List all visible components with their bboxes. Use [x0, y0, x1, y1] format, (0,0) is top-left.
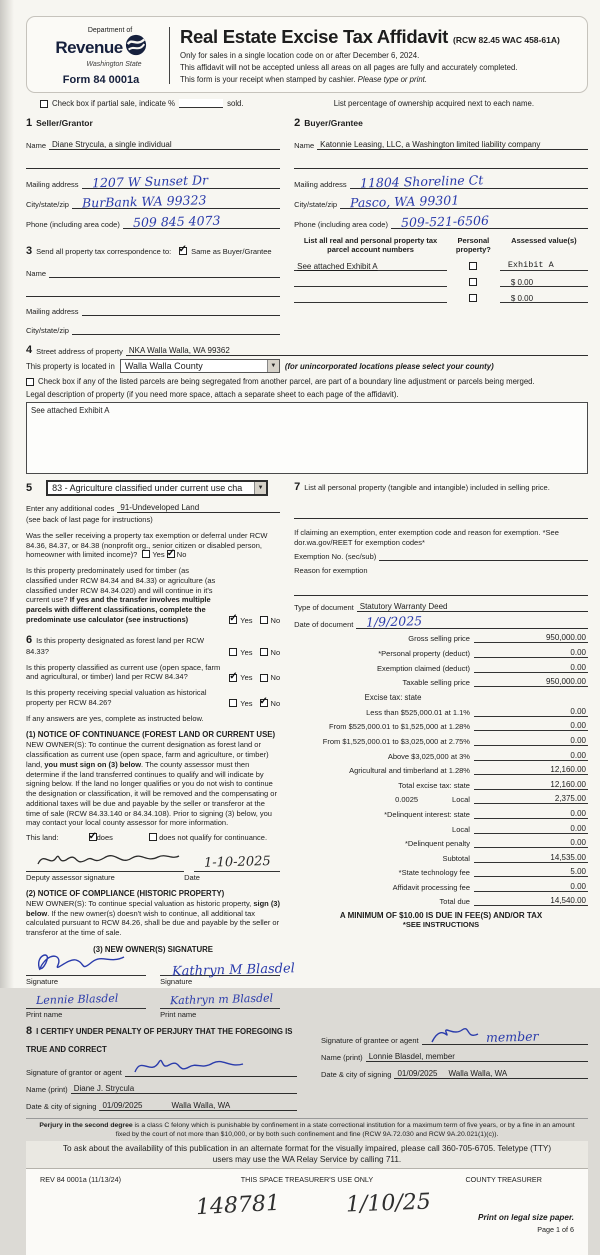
notice1-text: NEW OWNER(S): To continue the current designation as forest land or classification as current use (open space, farm and agriculture, or timber) land, you must sign on (3) below. The county assessor must then determine if the land transferred continues to qualify and will indicate by signing below. If the land no longer qualifies or you do not wish to continue the designation or classification, it will be removed and the compensating or additional taxes will be due and payable by the seller or transferor at the time of sale (RCW 84.33.140 or 84.34.108). Prior to signing (3) below, you may contact your local county assessor for more information. — [26, 740, 277, 828]
alternate-format-note: To ask about the availability of this publication in an alternate format for the visually impaired, please call 360-705-6705. Teletype (TTY) users may use the WA Relay Service by calling 711. — [26, 1141, 588, 1169]
parcel-row-3 — [294, 293, 588, 303]
assessed-value-col-header: Assessed value(s) — [511, 236, 577, 245]
parcel-number-field-1[interactable]: See attached Exhibit A — [294, 261, 447, 271]
land-does-not-checkbox[interactable] — [149, 833, 157, 841]
s6-q2-no-checkbox[interactable] — [260, 674, 268, 682]
exemption-note: If claiming an exemption, enter exemption code and reason for exemption. *See dor.wa.gov/REET for exemption codes* — [294, 528, 559, 548]
tax-label-16: *State technology fee — [398, 868, 470, 878]
section4: 4 Street address of property NKA Walla Walla, WA 99362 This property is located in Walla Walla County ▼ (for unincorporated locations please select your county) Check box if any of the listed parcels are being segregated from another parcel, are part of a boundary line adjustment or parcels being merged. Legal description of property (if you need more space, attach a separate sheet to each page of the affidavit). See attached Exhibit A — [26, 344, 588, 474]
notice3-title: (3) NEW OWNER(S) SIGNATURE — [93, 944, 213, 954]
partial-sale-percent-field[interactable] — [179, 99, 223, 108]
partial-sale-label: Check box if partial sale, indicate % — [52, 99, 176, 108]
tax-value-9: 12,160.00 — [508, 765, 588, 775]
rev-form-number: REV 84 0001a (11/13/24) — [40, 1174, 121, 1184]
form-header — [26, 16, 588, 93]
section7-intro: 7 List all personal property (tangible and intangible) included in selling price. — [294, 481, 550, 493]
tax-label-8: Above $3,025,000 at 3% — [387, 751, 470, 761]
tax-value-15: 14,535.00 — [508, 853, 588, 863]
corr-name-field-2[interactable] — [26, 286, 280, 297]
s6-q1: 6 Is this property designated as forest land per RCW 84.33? — [26, 633, 205, 656]
buyer-mailing-label: Mailing address — [294, 180, 347, 189]
grantor-date-field[interactable]: 01/09/2025 Walla Walla, WA — [99, 1100, 297, 1111]
tax-value-5: 0.00 — [508, 707, 588, 717]
tax-label-15: Subtotal — [442, 853, 470, 863]
dor-logo-block — [41, 25, 161, 86]
tax-value-11: 2,375.00 — [508, 794, 588, 804]
reason-exemption-label: Reason for exemption — [294, 565, 368, 575]
grantor-date-label: Date & city of signing — [26, 1101, 97, 1111]
form-title-rcw: (RCW 82.45 WAC 458-61A) — [453, 35, 560, 45]
deputy-date-label: Date — [184, 872, 200, 882]
personal-property-list-field[interactable] — [294, 508, 588, 519]
street-address-label: Street address of property — [36, 347, 123, 356]
personal-property-col-header: Personal property? — [455, 236, 491, 254]
use-code-dropdown-arrow-icon[interactable]: ▼ — [254, 482, 266, 494]
treasurer-stamp-date: 1/10/25 — [345, 1189, 432, 1218]
section8-header: 8 I CERTIFY UNDER PENALTY OF PERJURY THAT THE FOREGOING IS TRUE AND CORRECT — [26, 1024, 293, 1054]
parcel-number-field-3[interactable] — [294, 293, 447, 303]
s5-q2: Is this property predominately used for timber (as classified under RCW 84.34 and 84.33) or agriculture (as classified under RCW 84.34.020) and will continue in it's current use? If yes and the transfer involves multiple parcels with different classifications, complete the predominate use calculator (see instructions) — [26, 566, 216, 624]
s6-q1-no-checkbox[interactable] — [260, 648, 268, 656]
tax-label-5: Less than $525,000.01 at 1.1% — [366, 707, 470, 717]
form-title: Real Estate Excise Tax Affidavit — [180, 26, 449, 47]
personal-property-checkbox-3[interactable] — [469, 294, 477, 302]
same-as-buyer-label: Same as Buyer/Grantee — [191, 247, 272, 256]
header-note-3: This form is your receipt when stamped by cashier. Please type or print. — [180, 74, 428, 84]
seller-mailing-field[interactable]: 1207 W Sunset Dr — [82, 177, 281, 189]
dept-of-label: Department of — [87, 27, 133, 34]
corr-mailing-field[interactable] — [82, 305, 281, 316]
tax-label-10: Total excise tax: state — [398, 780, 470, 790]
tax-label-14: *Delinquent penalty — [404, 839, 470, 849]
tax-value-3: 950,000.00 — [508, 677, 588, 687]
ownership-note: List percentage of ownership acquired next to each name. — [333, 99, 534, 108]
s6-q3: Is this property receiving special valuation as historical property per RCW 84.26? — [26, 688, 207, 707]
seller-name-field[interactable]: Diane Strycula, a single individual — [49, 139, 280, 150]
seller-phone-field[interactable]: 509 845 4073 — [123, 217, 280, 229]
grantor-name-field[interactable]: Diane J. Strycula — [71, 1083, 297, 1094]
tax-value-1: 0.00 — [508, 648, 588, 658]
new-owner1-print-field[interactable]: Lennie Blasdel — [26, 990, 146, 1009]
personal-property-checkbox-1[interactable] — [469, 262, 477, 270]
assessed-value-field-2[interactable]: $ 0.00 — [500, 277, 588, 287]
notice1-title: (1) NOTICE OF CONTINUANCE (FOREST LAND OR CURRENT USE) — [26, 730, 276, 740]
seller-name-field-2[interactable] — [26, 158, 280, 169]
located-in-label: This property is located in — [26, 361, 115, 371]
owner2-print-label: Print name — [160, 1009, 197, 1019]
parcel-number-field-2[interactable] — [294, 277, 447, 287]
corr-name-label: Name — [26, 269, 47, 278]
new-owner1-signature — [32, 948, 132, 979]
seller-mailing-label: Mailing address — [26, 180, 79, 189]
additional-codes-field[interactable]: 91-Undeveloped Land — [117, 502, 280, 513]
s5-q1-yes-checkbox[interactable] — [142, 550, 150, 558]
s5-q1: Was the seller receiving a property tax exemption or deferral under RCW 84.36, 84.37, or 84.38 (nonprofit org., senior citizen or disabled person, homeowner with limited income)? Yes ✓ No — [26, 531, 280, 560]
parcel-row-2 — [294, 277, 588, 287]
exemption-no-field[interactable] — [379, 550, 588, 561]
tax-label-18: Total due — [439, 897, 470, 907]
tax-label-3: Taxable selling price — [402, 678, 470, 688]
segregated-checkbox[interactable] — [26, 378, 34, 386]
grantee-sig-label: Signature of grantee or agent — [321, 1035, 419, 1045]
s5-q2-no-checkbox[interactable] — [260, 616, 268, 624]
notice2-text: NEW OWNER(S): To continue special valuation as historic property, sign (3) below. If the new owner(s) doesn't wish to continue, all additional tax calculated pursuant to RCW 84.26, shall be due and payable by the seller or transferor at the time of sale. — [26, 898, 280, 938]
header-note-1: Only for sales in a single location code on or after December 6, 2024. — [180, 50, 420, 60]
tax-label-0: Gross selling price — [408, 634, 470, 644]
owner2-signature-label: Signature — [160, 976, 193, 986]
washington-state-label: Washington State — [86, 61, 142, 68]
s5-q1-no-checkbox[interactable] — [167, 550, 175, 558]
revenue-wordmark: Revenue — [55, 37, 123, 57]
segregated-label: Check box if any of the listed parcels are being segregated from another parcel, are part of a boundary line adjustment or parcels being merged. — [38, 377, 535, 386]
partial-sale-checkbox[interactable] — [40, 100, 48, 108]
dor-swirl-icon — [125, 34, 147, 61]
assessed-value-field-1[interactable]: Exhibit A — [500, 260, 588, 271]
new-owner2-print-field[interactable]: Kathryn m Blasdel — [160, 990, 280, 1009]
minimum-due-note: A MINIMUM OF $10.00 IS DUE IN FEE(S) AND/OR TAX — [339, 911, 543, 921]
doc-date-field[interactable]: 1/9/2025 — [356, 617, 588, 629]
tax-value-2: 0.00 — [508, 663, 588, 673]
buyer-phone-field[interactable]: 509-521-6506 — [391, 217, 588, 229]
tax-value-18: 14,540.00 — [508, 896, 588, 906]
seller-phone-label: Phone (including area code) — [26, 220, 120, 229]
back-note: (see back of last page for instructions) — [26, 515, 153, 524]
section1-header: 1 Seller/Grantor — [26, 117, 93, 129]
dropdown-arrow-icon[interactable]: ▼ — [267, 360, 279, 372]
s6-q2-yes-checkbox[interactable] — [229, 674, 237, 682]
s6-q2: Is this property classified as current use (open space, farm and agricultural, or timber) land per RCW 84.34? — [26, 662, 221, 682]
seller-city-field[interactable]: BurBank WA 99323 — [72, 197, 280, 209]
header-divider — [169, 27, 170, 84]
grantee-date-label: Date & city of signing — [321, 1069, 392, 1079]
owner1-print-label: Print name — [26, 1009, 63, 1019]
section3-header: 3 Send all property tax correspondence to: ✓ Same as Buyer/Grantee — [26, 241, 280, 259]
legal-size-note: Print on legal size paper. — [477, 1212, 574, 1222]
doc-type-label: Type of document — [294, 602, 354, 612]
affidavit-page: Department of Revenue Washington State Form 84 0001a Real Estate Excise Tax Affidavit (RCW 82.45 WAC 458-61A) Only for sales in a single location code on or after December 6, 2024. This affidavit will not be accepted unless all areas on all pages are fully and accurately completed. This form is your receipt when stamped by cashier. Please type or print. Check box if partial sale, indicate % sold. List percentage of ownership acquired next to each name. 1 Seller/Grantor Name Diane Strycula, a single individual Mailing address 1207 W Sunset Dr City/state/zip BurBank WA 99323 Phone (including area code) 509 845 4073 3 Send all property tax correspondence to: ✓ Same as Buyer/Grantee Name Mailing address City/state/zip 2 Buyer/Grantee Name Katonnie Leasing, LLC, a Washington limited liability company Mailing address 11804 Shoreline Ct City/state/zip Pasco, WA 99301 Phone (including area code) 509-521-6506 List all real and personal property tax parcel account numbers Personal property? Assessed value(s) See attached Exhibit A Exhibit A $ 0.00 $ 0.00 4 Street address of property NKA Walla Walla, WA 99362 This property is located in Walla Walla County ▼ (for unincorporated locations please select your county) Check box if any of the listed parcels are being segregated from another parcel, are part of a boundary line adjustment or parcels being merged. Legal description of property (if you need more space, attach a separate sheet to each page of the affidavit). See attached Exhibit A 5 83 - Agriculture classified under current use cha ▼ Enter any additional codes 91-Undeveloped Land (see back of last page for instructions) Was the seller receiving a property tax exemption or deferral under RCW 84.36, 84.37, or 84.38 (nonprofit org., senior citizen or disabled person, homeowner with limited income)? Yes ✓ No Is this property predominately used for timber (as classified under RCW 84.34 and 84.33) or agriculture (as classified under RCW 84.34.020) and will continue in it's current use? If yes and the transfer involves multiple parcels with different classifications, complete the predominate use calculator (see instructions) ✓ Yes No 6 Is this property designated as forest land per RCW 84.33? Yes No Is this property classified as current use (open space, farm and agricultural, or timber) land per RCW 84.34? ✓ Yes No Is this property receiving special valuation as historical property per RCW 84.26? Yes ✓ No If any answers are yes, complete as instructed below. (1) NOTICE OF CONTINUANCE (FOREST LAND OR CURRENT USE) NEW OWNER(S): To continue the current designation as forest land or classification as current use (open space, farm and agriculture, or timber) land, you must sign on (3) below. The county assessor must then determine if the land transferred continues to qualify and will indicate by signing below. If the land no longer qualifies or you do not wish to continue the designation or classification, it will be removed and the compensating or additional taxes will be due and payable by the seller or transferor at the time of sale (RCW 84.33.140 or 84.34.108). Prior to signing (3) below, you may contact your local county assessor for more information. This land: ✓ does does not qualify for continuance. 1-10-2025 Deputy assessor signature Date (2) NOTICE OF COMPLIANCE (HISTORIC PROPERTY) NEW OWNER(S): To continue special valuation as historic property, sign (3) below. If the new owner(s) doesn't wish to continue, all additional tax calculated pursuant to RCW 84.26, shall be due and payable by the seller or transferor at the time of sale. (3) NEW OWNER(S) SIGNATURE Signature Lennie Blasdel Print name Kathryn M Blasdel Signature Kathryn m Blasdel Print name 7 List all personal property (tangible and intangible) included in selling price. If claiming an exemption, enter exemption code and reason for exemption. *See dor.wa.gov/REET for exemption codes* Exemption No. (sec/sub) Reason for exemption Type of document Statutory Warranty Deed Date of document 1/9/2025 Gross selling price 950,000.00 *Personal property (deduct) 0.00 Exemption claimed (deduct) 0.00 Taxable selling price 950,000.00 Excise tax: state Less than $525,000.01 at 1.1% 0.00 From $525,000.01 to $1,525,000 at 1.28% 0.00 From $1,525,000.01 to $3,025,000 at 2.75% 0.00 Above $3,025,000 at 3% 0.00 Agricultural and timberland at 1.28% 12,160.00 Total excise tax: state 12,160.00 0.0025 Local 2,375.00 *Delinquent interest: state 0.00 Local 0.00 *Delinquent penalty 0.00 Subtotal 14,535.00 *State technology fee 5.00 Affidavit processing fee 0.00 Total due 14,540.00 A MINIMUM OF $10.00 IS DUE IN FEE(S) AND/OR TAX *SEE INSTRUCTIONS 8 I CERTIFY UNDER PENALTY OF PERJURY THAT THE FOREGOING IS TRUE AND CORRECT Signature of grantor or agent Name (print) Diane J. Strycula Date & city of signing 01/09/2025 Walla Walla, WA Signature of grantee or agent member Name (print) Lonnie Blasdel, member Date & city of signing 01/09/2025 Walla Walla, WA Perjury in the second degree is a class C felony which is punishable by confinement in a state correctional institution for a maximum term of five years, or by a fine in an amount fixed by the court of not more than $10,000, or by both such confinement and fine (RCW 9A.72.030 and RCW 9A.20.021(1)(c)). To ask about the availability of this publication in an alternate format for the visually impaired, please call 360-705-6705. Teletype (TTY) users may use the WA Relay Service by calling 711. REV 84 0001a (11/13/24) THIS SPACE TREASURER'S USE ONLY COUNTY TREASURER 148781 1/10/25 Print on legal size paper. Page 1 of 6 — [0, 0, 600, 988]
tax-value-12: 0.00 — [508, 809, 588, 819]
grantee-name-label: Name (print) — [321, 1052, 363, 1062]
deputy-assessor-signature — [32, 848, 182, 875]
buyer-name-field-2[interactable] — [294, 158, 588, 169]
s6-q3-yes-checkbox[interactable] — [229, 699, 237, 707]
doc-type-field[interactable]: Statutory Warranty Deed — [357, 601, 588, 612]
grantor-signature — [131, 1054, 251, 1080]
land-qualify-row: This land: ✓ does does not qualify for continuance. — [26, 833, 280, 843]
county-treasurer-label: COUNTY TREASURER — [465, 1174, 542, 1184]
section2-header: 2 Buyer/Grantee — [294, 117, 363, 129]
county-dropdown[interactable]: Walla Walla County ▼ — [120, 359, 280, 373]
deputy-assessor-signature-field[interactable] — [26, 860, 184, 872]
buyer-name-field[interactable]: Katonnie Leasing, LLC, a Washington limited liability company — [317, 139, 588, 150]
tax-value-16: 5.00 — [508, 867, 588, 877]
s6-q3-no-checkbox[interactable] — [260, 699, 268, 707]
grantee-name-field[interactable]: Lonnie Blasdel, member — [366, 1051, 588, 1062]
new-owner1-signature-field[interactable] — [26, 964, 146, 976]
tax-label-9: Agricultural and timberland at 1.28% — [349, 766, 470, 776]
reason-exemption-field[interactable] — [371, 564, 588, 575]
legal-description-label: Legal description of property (if you need more space, attach a separate sheet to each page of the affidavit). — [26, 390, 399, 399]
excise-tax-state-header: Excise tax: state — [364, 693, 422, 703]
reason-exemption-field-2[interactable] — [294, 585, 588, 596]
parcel-table — [294, 236, 588, 303]
tax-label-2: Exemption claimed (deduct) — [377, 663, 470, 673]
tax-value-14: 0.00 — [508, 838, 588, 848]
tax-label-6: From $525,000.01 to $1,525,000 at 1.28% — [329, 722, 470, 732]
form-number: Form 84 0001a — [62, 74, 140, 86]
notice2-title: (2) NOTICE OF COMPLIANCE (HISTORIC PROPERTY) — [26, 888, 225, 898]
exemption-no-label: Exemption No. (sec/sub) — [294, 551, 377, 561]
s6-q1-yes-checkbox[interactable] — [229, 648, 237, 656]
tax-value-8: 0.00 — [508, 751, 588, 761]
parcel-col-header: List all real and personal property tax parcel account numbers — [303, 236, 438, 254]
buyer-name-label: Name — [294, 141, 315, 150]
grantee-date-field[interactable]: 01/09/2025 Walla Walla, WA — [394, 1068, 588, 1079]
corr-name-field[interactable] — [49, 267, 280, 278]
grantor-signature-field[interactable] — [125, 1066, 297, 1077]
treasurer-stamp-number: 148781 — [195, 1190, 281, 1221]
deputy-date-field[interactable]: 1-10-2025 — [194, 853, 280, 872]
perjury-note: Perjury in the second degree is a class C felony which is punishable by confinement in a state correctional institution for a maximum term of five years, or by a fine in an amount fixed by the court of not more than $10,000, or by both such confinement and fine (RCW 9A.72.030 and RCW 9A.20.021(1)(c)). — [26, 1118, 588, 1142]
tax-value-7: 0.00 — [508, 736, 588, 746]
use-code-dropdown[interactable]: 83 - Agriculture classified under current use cha ▼ — [46, 480, 268, 496]
answers-yes-note: If any answers are yes, complete as instructed below. — [26, 713, 204, 723]
page-number: Page 1 of 6 — [537, 1224, 574, 1234]
buyer-mailing-field[interactable]: 11804 Shoreline Ct — [350, 177, 588, 189]
buyer-city-field[interactable]: Pasco, WA 99301 — [340, 197, 588, 209]
deputy-signature-label: Deputy assessor signature — [26, 872, 115, 882]
parcel-row-1 — [294, 260, 588, 271]
tax-value-10: 12,160.00 — [508, 780, 588, 790]
land-does-checkbox[interactable] — [89, 833, 97, 841]
seller-city-label: City/state/zip — [26, 200, 69, 209]
corr-mailing-label: Mailing address — [26, 307, 79, 316]
tax-value-6: 0.00 — [508, 721, 588, 731]
additional-codes-label: Enter any additional codes — [26, 504, 115, 513]
tax-value-17: 0.00 — [508, 882, 588, 892]
grantor-name-label: Name (print) — [26, 1084, 68, 1094]
doc-date-label: Date of document — [294, 619, 354, 629]
buyer-phone-label: Phone (including area code) — [294, 220, 388, 229]
section5-number: 5 — [26, 482, 33, 494]
owner1-signature-label: Signature — [26, 976, 59, 986]
new-owner2-signature-field[interactable]: Kathryn M Blasdel — [160, 964, 280, 976]
corr-city-label: City/state/zip — [26, 326, 69, 335]
tax-label-1: *Personal property (deduct) — [378, 648, 470, 658]
street-address-field[interactable]: NKA Walla Walla, WA 99362 — [126, 345, 588, 356]
legal-description-box[interactable]: See attached Exhibit A — [26, 402, 588, 474]
header-note-2: This affidavit will not be accepted unless all areas on all pages are fully and accurately completed. — [180, 62, 518, 72]
tax-label-11: 0.0025 Local — [395, 795, 470, 805]
assessed-value-field-3[interactable]: $ 0.00 — [500, 293, 588, 303]
tax-value-0: 950,000.00 — [508, 633, 588, 643]
treasurer-use-label: THIS SPACE TREASURER'S USE ONLY — [240, 1174, 374, 1184]
tax-label-13: Local — [452, 824, 470, 834]
tax-computation — [294, 633, 588, 906]
tax-label-17: Affidavit processing fee — [392, 882, 470, 892]
partial-sale-sold-label: sold. — [227, 99, 244, 108]
personal-property-checkbox-2[interactable] — [469, 278, 477, 286]
grantor-sig-label: Signature of grantor or agent — [26, 1067, 122, 1077]
corr-city-field[interactable] — [72, 324, 280, 335]
same-as-buyer-checkbox[interactable] — [179, 247, 187, 255]
s5-q2-yes-checkbox[interactable] — [229, 616, 237, 624]
buyer-city-label: City/state/zip — [294, 200, 338, 209]
county-note: (for unincorporated locations please select your county) — [284, 361, 494, 371]
see-instructions-note: *SEE INSTRUCTIONS — [402, 920, 480, 930]
treasurer-section — [26, 1169, 588, 1255]
tax-label-12: *Delinquent interest: state — [384, 809, 470, 819]
tax-label-7: From $1,525,000.01 to $3,025,000 at 2.75% — [322, 736, 470, 746]
seller-name-label: Name — [26, 141, 47, 150]
grantee-signature-field[interactable]: member — [422, 1033, 588, 1045]
tax-value-13: 0.00 — [508, 824, 588, 834]
